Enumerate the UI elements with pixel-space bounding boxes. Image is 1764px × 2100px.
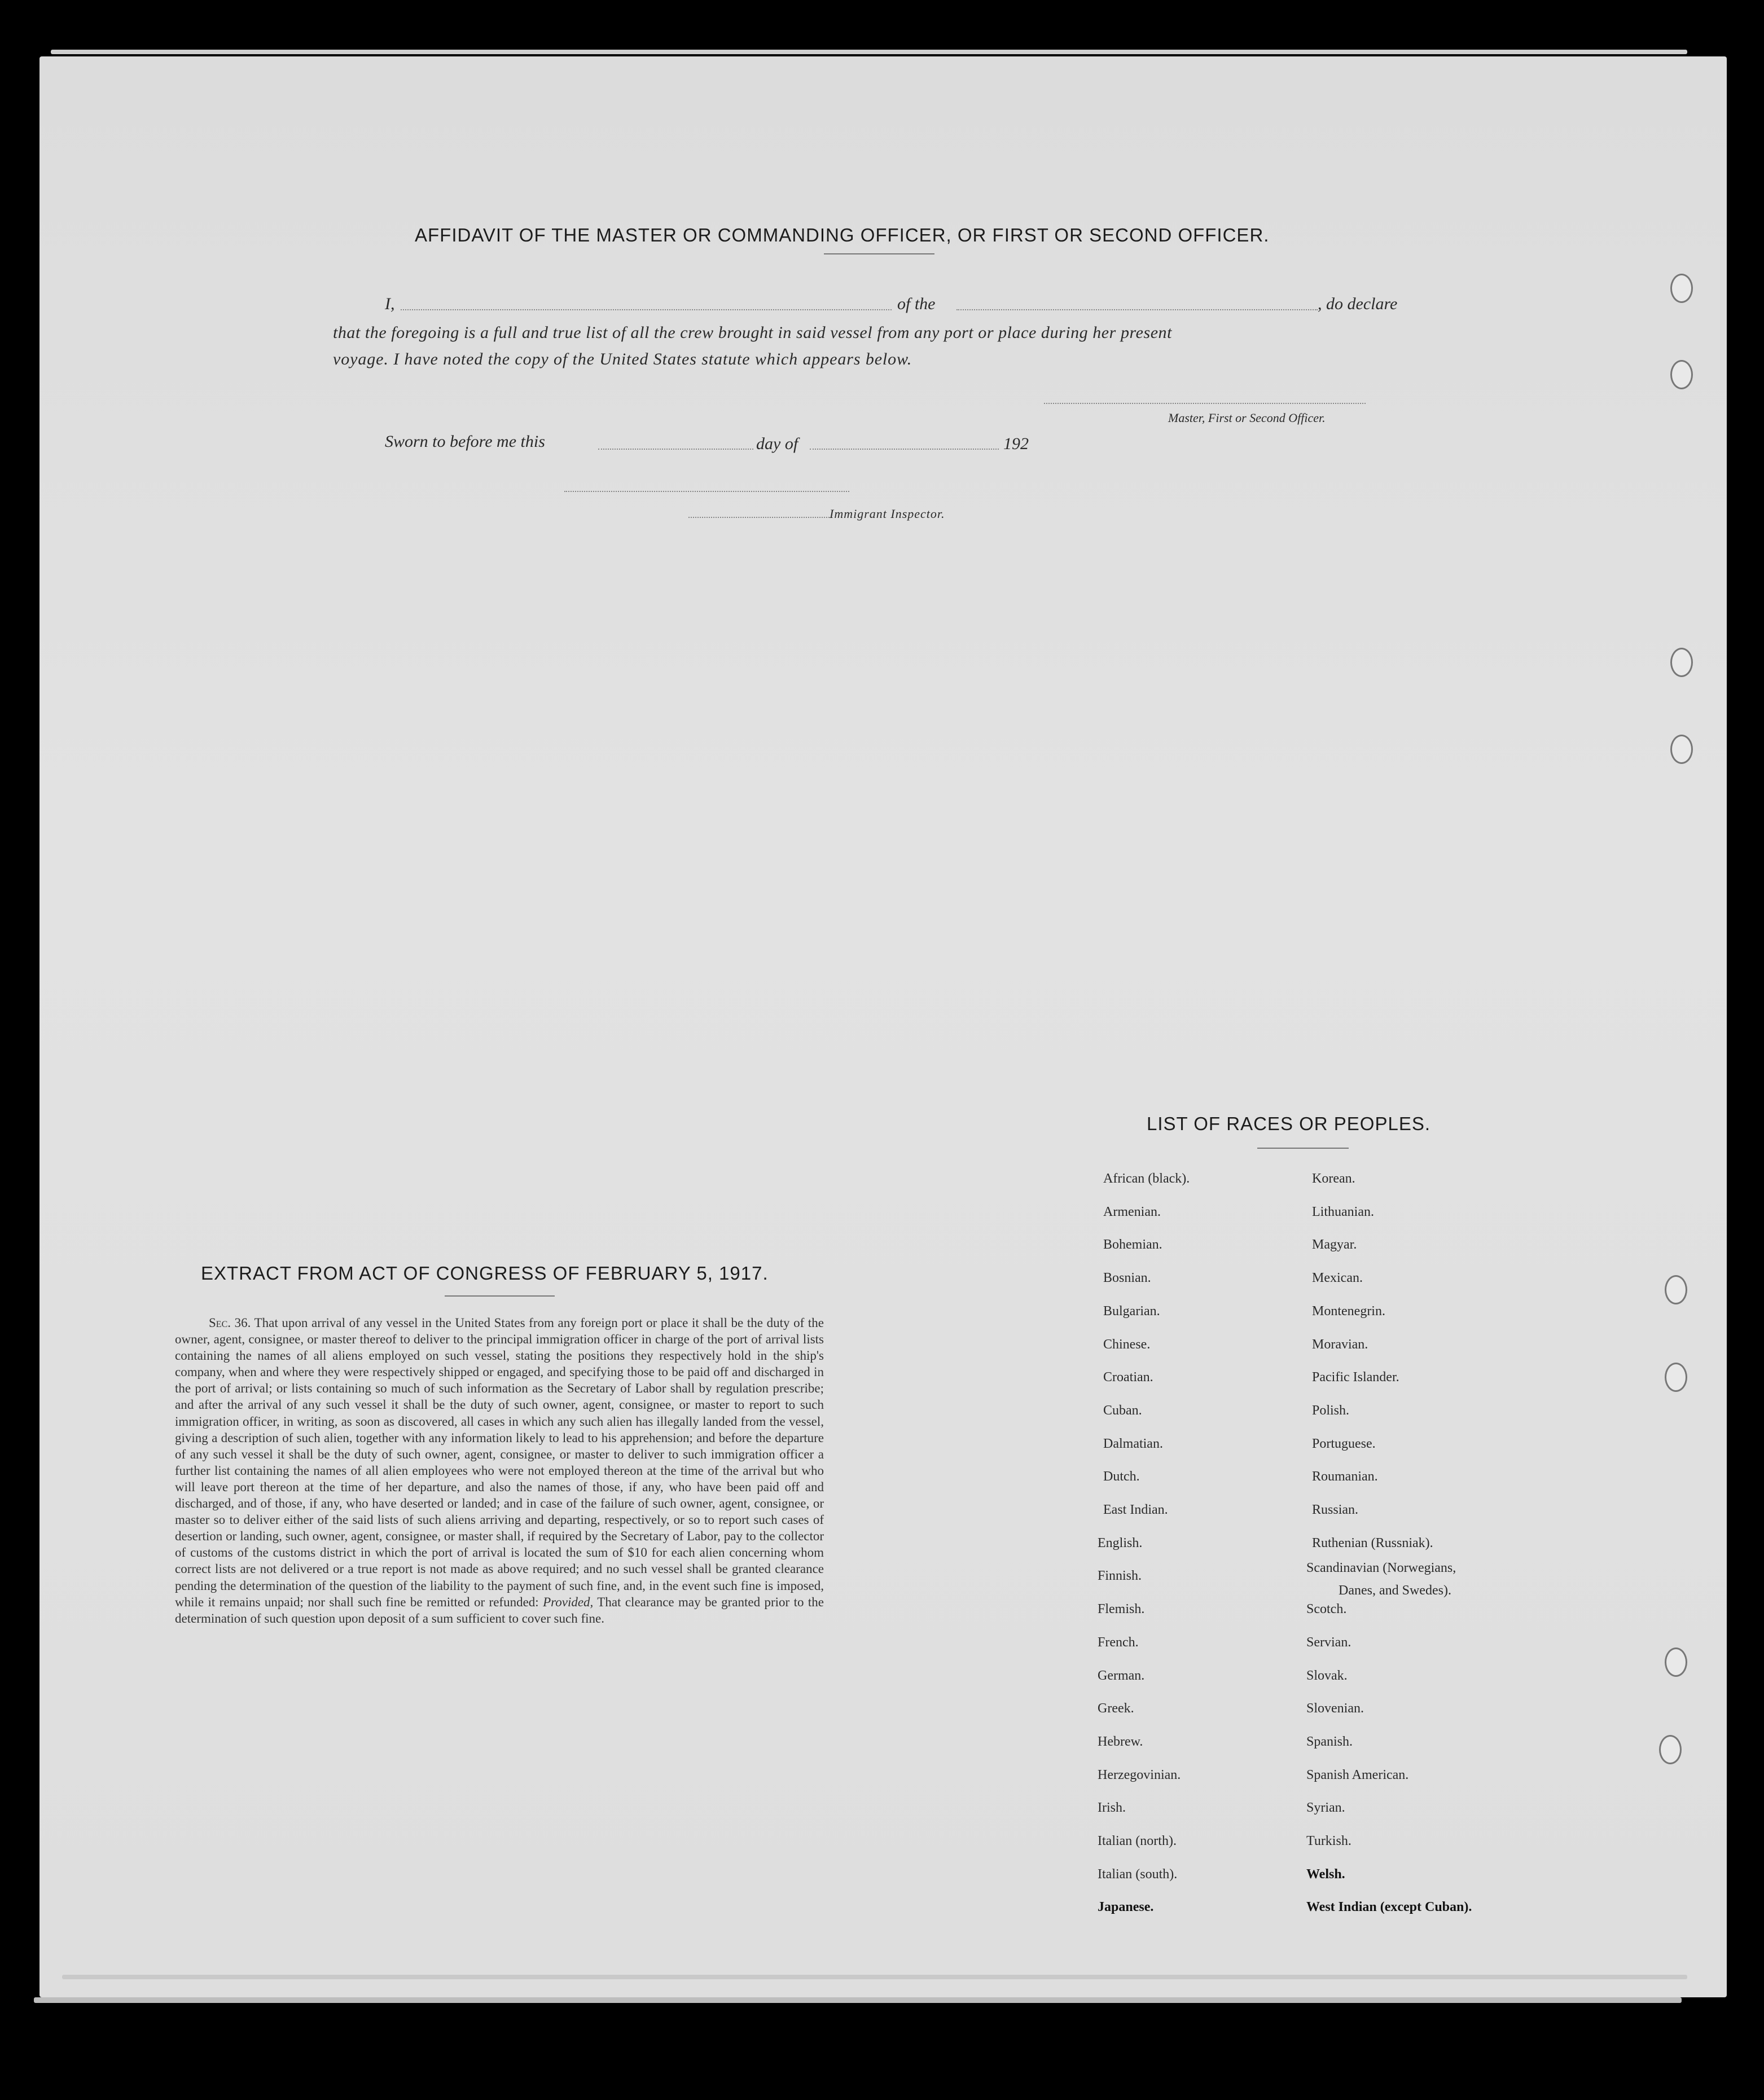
race-item: Scotch.: [1306, 1602, 1347, 1616]
race-item: Portuguese.: [1312, 1436, 1376, 1451]
races-title: LIST OF RACES OR PEOPLES.: [1147, 1113, 1431, 1134]
race-item: East Indian.: [1103, 1502, 1168, 1517]
sworn-month-field[interactable]: [810, 449, 999, 450]
race-item: Herzegovinian.: [1098, 1768, 1181, 1782]
affidavit-title-rule: [824, 253, 934, 254]
affidavit-of-the-label: of the: [897, 295, 936, 313]
race-item: Ruthenian (Russniak).: [1312, 1536, 1433, 1550]
punch-hole: [1670, 648, 1693, 677]
race-item: Russian.: [1312, 1502, 1359, 1517]
page-edge-bottom-2: [34, 1997, 1682, 2003]
race-item: Cuban.: [1103, 1403, 1142, 1418]
sworn-day-field[interactable]: [598, 449, 753, 450]
race-item: Korean.: [1312, 1171, 1355, 1186]
punch-hole: [1670, 274, 1693, 303]
race-item: Bosnian.: [1103, 1271, 1151, 1285]
race-item: Danes, and Swedes).: [1339, 1583, 1451, 1598]
affidavit-i-label: I,: [385, 295, 395, 313]
document-page: [40, 56, 1727, 1997]
race-item: Moravian.: [1312, 1337, 1368, 1352]
vessel-name-field[interactable]: [956, 309, 1318, 310]
race-item: Irish.: [1098, 1800, 1126, 1815]
affidavit-statute-line: voyage. I have noted the copy of the United States statute which appears below.: [333, 350, 912, 368]
race-item: Dalmatian.: [1103, 1436, 1163, 1451]
race-item: Montenegrin.: [1312, 1304, 1385, 1319]
race-item: Pacific Islander.: [1312, 1370, 1399, 1385]
extract-section-label: Sec. 36.: [209, 1316, 251, 1330]
race-item: Bohemian.: [1103, 1237, 1162, 1252]
race-item: Lithuanian.: [1312, 1205, 1374, 1219]
punch-hole: [1670, 360, 1693, 389]
race-item: Syrian.: [1306, 1800, 1345, 1815]
extract-title: EXTRACT FROM ACT OF CONGRESS OF FEBRUARY 5, 1917.: [201, 1263, 769, 1284]
race-item: Spanish.: [1306, 1734, 1353, 1749]
race-item: Finnish.: [1098, 1569, 1142, 1583]
punch-hole: [1670, 735, 1693, 764]
punch-hole: [1665, 1648, 1687, 1677]
race-item: Mexican.: [1312, 1271, 1363, 1285]
punch-hole: [1665, 1275, 1687, 1304]
extract-provided-text: That clearance may be granted prior to the determination of such question upon deposit of a sum sufficient to cover such fine.: [175, 1594, 824, 1625]
race-item: Turkish.: [1306, 1834, 1351, 1848]
race-item: Slovak.: [1306, 1668, 1348, 1683]
page-edge-top: [51, 50, 1687, 54]
race-item: Flemish.: [1098, 1602, 1145, 1616]
race-item: African (black).: [1103, 1171, 1190, 1186]
race-item: Hebrew.: [1098, 1734, 1143, 1749]
race-item: Servian.: [1306, 1635, 1351, 1650]
extract-title-rule: [445, 1295, 555, 1297]
race-item: Magyar.: [1312, 1237, 1357, 1252]
punch-hole: [1665, 1363, 1687, 1392]
year-label: 192: [1003, 434, 1029, 453]
race-item: Bulgarian.: [1103, 1304, 1160, 1319]
race-item: Italian (south).: [1098, 1867, 1178, 1882]
extract-provided-label: Provided,: [543, 1594, 594, 1609]
race-item: German.: [1098, 1668, 1145, 1683]
race-item: Dutch.: [1103, 1469, 1140, 1484]
race-item: Slovenian.: [1306, 1701, 1364, 1716]
race-item: Croatian.: [1103, 1370, 1153, 1385]
race-item: West Indian (except Cuban).: [1306, 1900, 1472, 1914]
punch-hole: [1659, 1735, 1682, 1764]
officer-name-field[interactable]: [401, 309, 892, 310]
affidavit-do-declare: , do declare: [1318, 295, 1398, 313]
race-item: Polish.: [1312, 1403, 1350, 1418]
day-of-label: day of: [756, 434, 798, 453]
extract-body: [175, 1315, 824, 1627]
affidavit-title: AFFIDAVIT OF THE MASTER OR COMMANDING OFFICER, OR FIRST OR SECOND OFFICER.: [415, 225, 1270, 245]
race-item: Greek.: [1098, 1701, 1134, 1716]
inspector-label: Immigrant Inspector.: [830, 507, 945, 521]
race-item: Scandinavian (Norwegians,: [1306, 1561, 1456, 1575]
inspector-name-field[interactable]: [564, 491, 849, 492]
races-title-rule: [1257, 1148, 1349, 1149]
race-item: French.: [1098, 1635, 1139, 1650]
master-signature-field[interactable]: [1044, 403, 1366, 404]
race-item: Spanish American.: [1306, 1768, 1409, 1782]
race-item: Armenian.: [1103, 1205, 1161, 1219]
page-edge-bottom: [62, 1975, 1687, 1979]
extract-text: That upon arrival of any vessel in the United States from any foreign port or place it shall be the duty of the owner, agent, consignee, or master thereof to deliver to the principal immigration officer in charge of the port of arrival lists containing the names of all aliens employed on such vessel, stating the positions they respectively hold in the ship's company, when and where they were respectively shipped or engaged, and specifying those to be paid off and discharged in the port of arrival; or lists containing so much of such information as the Secretary of Labor shall by regulation prescribe; and after the arrival of any such vessel it shall be the duty of such owner, agent, consignee, or master to report to such immigration officer, in writing, as soon as discovered, all cases in which any such alien has illegally landed from the vessel, giving a description of such alien, together with any information likely to lead to his apprehension; and before the departure of any such vessel it shall be the duty of such owner, agent, consignee, or master to deliver to such immigration officer a further list containing the names of all alien employees who were not employed thereon at the time of the arrival but who will leave port thereon at the time of her departure, and also the names of those, if any, who have been paid off and discharged, and of those, if any, who have deserted or landed; and in case of the failure of such owner, agent, consignee, or master so to deliver either of the said lists of such aliens arriving and departing, respectively, or so to report such cases of desertion or landing, such owner, agent, consignee, or master shall, if required by the Secretary of Labor, pay to the collector of customs of the customs district in which the port of arrival is located the sum of $10 for each alien concerning whom correct lists are not delivered or a true report is not made as above required; and no such vessel shall be granted clearance pending the determination of the question of the liability to the payment of such fine, and, in the event such fine is imposed, while it remains unpaid; nor shall such fine be remitted or refunded:: [175, 1316, 824, 1609]
master-signature-label: Master, First or Second Officer.: [1168, 411, 1326, 425]
race-item: Roumanian.: [1312, 1469, 1378, 1484]
race-item: Italian (north).: [1098, 1834, 1177, 1848]
inspector-signature-field[interactable]: [688, 517, 830, 518]
race-item: Chinese.: [1103, 1337, 1151, 1352]
affidavit-statement-line: that the foregoing is a full and true list of all the crew brought in said vessel from any port or place during her present: [333, 323, 1172, 342]
sworn-label: Sworn to before me this: [385, 432, 545, 451]
race-item: Japanese.: [1098, 1900, 1154, 1914]
race-item: Welsh.: [1306, 1867, 1345, 1882]
race-item: English.: [1098, 1536, 1143, 1550]
